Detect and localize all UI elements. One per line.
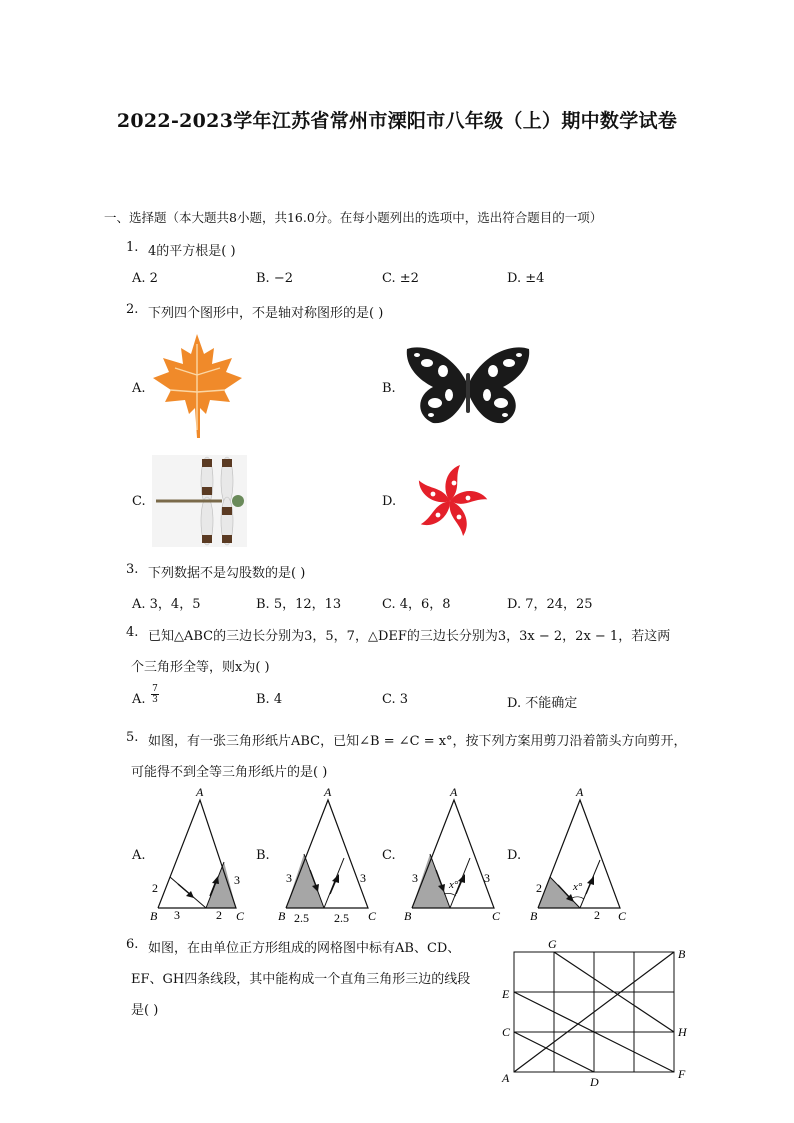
q1-stem: 4的平方根是( ) — [148, 244, 236, 259]
label-length: 3 — [360, 871, 366, 885]
label-length: 2.5 — [294, 911, 309, 925]
label-vertex-a: A — [576, 785, 584, 799]
label-point-h: H — [678, 1025, 687, 1039]
label-angle: x° — [573, 881, 583, 893]
label-vertex-b: B — [278, 909, 286, 923]
q4-stem-line1: 已知△ABC的三边长分别为3，5，7，△DEF的三边长分别为3，3x − 2，2x − 1，若这两 — [148, 629, 671, 644]
fraction-numerator: 7 — [152, 684, 158, 694]
label-length: 2.5 — [334, 911, 349, 925]
label-vertex-a: A — [324, 785, 332, 799]
label-point-d: D — [590, 1075, 599, 1089]
q4-number: 4. — [126, 625, 139, 640]
q5-option-c: C. — [382, 848, 396, 863]
label-vertex-c: C — [492, 909, 501, 923]
q2-option-b: B. — [382, 381, 396, 396]
page-title: 2022-2023学年江苏省常州市溧阳市八年级（上）期中数学试卷 — [116, 110, 678, 132]
bauhinia-image — [403, 455, 498, 547]
q3-option-c: C. 4，6，8 — [382, 597, 451, 612]
label-length: 2 — [152, 881, 158, 895]
q2-option-d: D. — [382, 494, 397, 509]
q4-option-c: C. 3 — [382, 692, 409, 707]
q4-option-a-fraction — [151, 684, 159, 705]
q5-figure-d — [528, 786, 638, 922]
q1-option-d: D. ±4 — [507, 271, 545, 286]
q1-option-c: C. ±2 — [382, 271, 419, 286]
label-length: 2 — [216, 908, 222, 922]
section-heading: 一、选择题（本大题共8小题，共16.0分。在每小题列出的选项中，选出符合题目的一项） — [104, 210, 603, 225]
q4-option-a-label: A. — [132, 692, 146, 707]
q2-option-c: C. — [132, 494, 146, 509]
q4-stem-line2: 个三角形全等，则x为( ) — [131, 660, 270, 675]
label-length: 3 — [234, 873, 240, 887]
q3-number: 3. — [126, 562, 139, 577]
q3-option-b: B. 5，12，13 — [256, 597, 342, 612]
q3-option-a: A. 3，4，5 — [132, 597, 201, 612]
q1-option-a: A. 2 — [132, 271, 158, 286]
label-vertex-c: C — [236, 909, 245, 923]
label-point-a: A — [502, 1071, 510, 1085]
label-length: 3 — [174, 908, 180, 922]
butterfly-image — [403, 343, 533, 428]
q6-stem-line2: EF、GH四条线段，其中能构成一个直角三角形三边的线段 — [131, 972, 471, 987]
label-length: 3 — [412, 871, 418, 885]
label-point-e: E — [502, 987, 510, 1001]
label-vertex-b: B — [530, 909, 538, 923]
label-point-c: C — [502, 1025, 511, 1039]
q6-stem-line1: 如图，在由单位正方形组成的网格图中标有AB、CD、 — [148, 941, 461, 956]
q2-option-a: A. — [132, 381, 146, 396]
q5-figure-a — [148, 786, 258, 922]
q3-stem: 下列数据不是勾股数的是( ) — [148, 566, 306, 581]
fraction-denominator: 3 — [152, 695, 158, 705]
q5-figure-b — [276, 785, 386, 925]
q4-option-d: D. 不能确定 — [507, 696, 578, 711]
label-angle: x° — [449, 879, 459, 891]
label-vertex-c: C — [368, 909, 377, 923]
q5-stem-line1: 如图，有一张三角形纸片ABC，已知∠B = ∠C = x°，按下列方案用剪刀沿着箭头方向剪开， — [148, 734, 687, 749]
q5-option-a: A. — [132, 848, 146, 863]
q3-option-d: D. 7，24，25 — [507, 597, 593, 612]
q2-stem: 下列四个图形中，不是轴对称图形的是( ) — [148, 306, 384, 321]
label-length: 3 — [484, 871, 490, 885]
q1-number: 1. — [126, 240, 139, 255]
label-length: 2 — [594, 908, 600, 922]
q6-grid-figure — [498, 936, 698, 1088]
q1-option-b: B. −2 — [256, 271, 293, 286]
label-point-f: F — [678, 1067, 686, 1081]
q5-number: 5. — [126, 730, 139, 745]
label-vertex-a: A — [196, 785, 204, 799]
q2-number: 2. — [126, 302, 139, 317]
label-point-g: G — [548, 937, 557, 951]
q5-option-d: D. — [507, 848, 522, 863]
q4-option-b: B. 4 — [256, 692, 283, 707]
maple-leaf-image — [150, 330, 245, 442]
label-length: 2 — [536, 881, 542, 895]
label-vertex-c: C — [618, 909, 627, 923]
label-vertex-b: B — [404, 909, 412, 923]
q5-figure-c — [402, 786, 512, 922]
q5-option-b: B. — [256, 848, 270, 863]
label-vertex-a: A — [450, 785, 458, 799]
q6-stem-line3: 是( ) — [131, 1003, 159, 1018]
label-vertex-b: B — [150, 909, 158, 923]
label-length: 3 — [286, 871, 292, 885]
label-point-b: B — [678, 947, 686, 961]
q5-stem-line2: 可能得不到全等三角形纸片的是( ) — [131, 765, 328, 780]
q6-number: 6. — [126, 937, 139, 952]
dragonfly-image — [152, 455, 247, 547]
